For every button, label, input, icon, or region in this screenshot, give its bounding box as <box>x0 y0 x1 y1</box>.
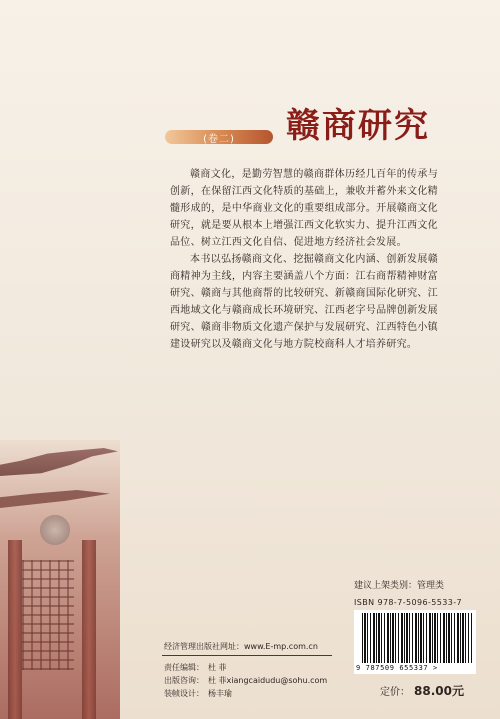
description-paragraph: 赣商文化，是勤劳智慧的赣商群体历经几百年的传承与创新，在保留江西文化特质的基础上，兼收并蓄外来文化精髓形成的，是中华商业文化的重要组成部分。开展赣商文化研究，就是要从根本上增强江西文化软实力、提升江西文化品位、树立江西文化自信、促进地方经济社会发展。 <box>170 169 438 248</box>
credit-value: 杜 菲 <box>208 663 227 672</box>
divider <box>162 655 332 656</box>
credit-value: 杜 菲xiangcaidudu@sohu.com <box>208 676 328 685</box>
description-paragraph: 本书以弘扬赣商文化、挖掘赣商文化内涵、创新发展赣商精神为主线，内容主要涵盖八个方面：江右商帮精神财富研究、赣商与其他商帮的比较研究、新赣商国际化研究、江西地域文化与赣商成长环境研究、江西老字号品牌创新发展研究、赣商非物质文化遗产保护与发展研究、江西特色小镇建设研究以及赣商文化与地方院校商科人才培养研究。 <box>170 254 438 350</box>
price-value: 88.00元 <box>414 684 464 698</box>
credit-row <box>164 687 327 700</box>
price <box>380 682 464 699</box>
barcode-bars <box>362 613 472 663</box>
credit-label: 装帧设计： <box>164 689 204 698</box>
book-title: 赣商研究 <box>286 106 430 146</box>
decorative-lantern <box>40 515 70 545</box>
isbn-number: ISBN 978-7-5096-5533-7 <box>354 598 462 607</box>
isbn-barcode <box>354 610 476 674</box>
series-label: (卷二) <box>203 133 235 145</box>
description-text <box>170 166 438 353</box>
credit-label: 出版咨询： <box>164 676 204 685</box>
decorative-pillar <box>8 540 22 719</box>
publisher-website: 经济管理出版社网址：www.E-mp.com.cn <box>164 642 318 651</box>
price-label: 定价： <box>380 687 410 698</box>
series-badge <box>165 130 273 144</box>
credit-value: 杨丰瑜 <box>208 689 232 698</box>
decorative-pillar <box>82 540 96 719</box>
decorative-lattice-window <box>22 560 74 670</box>
credit-row <box>164 674 327 687</box>
barcode-digits: 9 787509 655337 > <box>356 664 438 672</box>
credit-label: 责任编辑： <box>164 663 204 672</box>
shelf-category: 建议上架类别：管理类 <box>354 581 445 591</box>
credit-row <box>164 661 327 674</box>
credits-block <box>164 661 327 700</box>
